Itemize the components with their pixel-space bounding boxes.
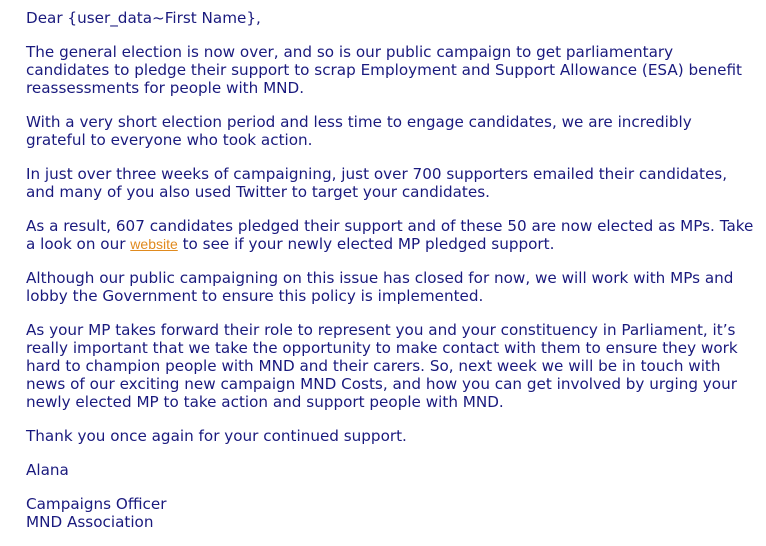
signoff-name: Alana: [26, 461, 69, 479]
paragraph-next-steps: As your MP takes forward their role to represent you and your constituency in Parliament, it’s really important that we take the opportunity to make contact with them to ensure they work hard to champion people with MND and their carers. So, next week we will be in touch with news of our exciting new campaign MND Costs, and how you can get involved by urging your newly elected MP to take action and support people with MND.: [26, 321, 738, 411]
paragraph-election-over: The general election is now over, and so is our public campaign to get parliamentary candidates to pledge their support to scrap Employment and Support Allowance (ESA) benefit reassessments for people with MND.: [26, 43, 742, 97]
website-link[interactable]: website: [130, 236, 178, 252]
signoff-title: Campaigns Officer: [26, 495, 167, 513]
paragraph-pledge-results: [26, 217, 756, 253]
pledge-text-before: As a result, 607 candidates pledged their support and of these 50 are now elected as MPs. Take a look on our: [26, 217, 754, 253]
paragraph-campaign-closed: Although our public campaigning on this issue has closed for now, we will work with MPs and lobby the Government to ensure this policy is implemented.: [26, 269, 734, 305]
paragraph-grateful: With a very short election period and less time to engage candidates, we are incredibly grateful to everyone who took action.: [26, 113, 692, 149]
paragraph-campaign-stats: In just over three weeks of campaigning, just over 700 supporters emailed their candidates, and many of you also used Twitter to target your candidates.: [26, 165, 728, 201]
pledge-text-after: to see if your newly elected MP pledged support.: [177, 235, 555, 253]
paragraph-thank-you: Thank you once again for your continued support.: [26, 427, 407, 445]
signoff-organization: MND Association: [26, 513, 154, 531]
greeting: Dear {user_data~First Name},: [26, 9, 261, 27]
